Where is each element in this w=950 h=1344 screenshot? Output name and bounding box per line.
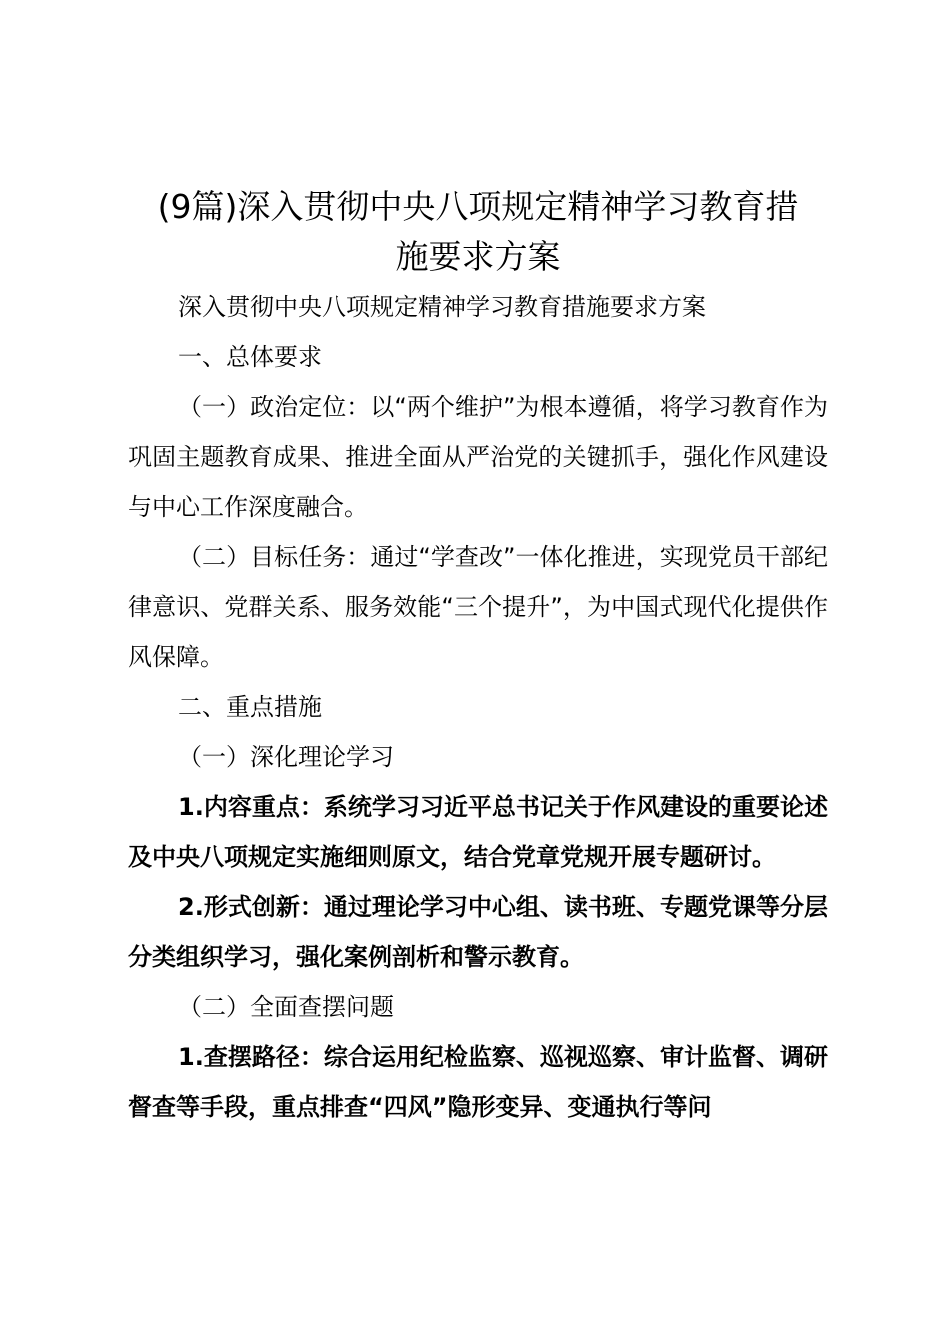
document-title bbox=[128, 182, 828, 282]
paragraph-form-innovation: 2.形式创新：通过理论学习中心组、读书班、专题党课等分层分类组织学习，强化案例剖析和警示教育。 bbox=[128, 893, 828, 971]
paragraph-content-focus: 1.内容重点：系统学习习近平总书记关于作风建设的重要论述及中央八项规定实施细则原文，结合党章党规开展专题研讨。 bbox=[128, 793, 828, 871]
paragraph-check-path: 1.查摆路径：综合运用纪检监察、巡视巡察、审计监督、调研督查等手段，重点排查“四风”隐形变异、变通执行等问 bbox=[128, 1043, 828, 1121]
paragraph-subtitle: 深入贯彻中央八项规定精神学习教育措施要求方案 bbox=[178, 293, 706, 321]
section-heading-key-measures: 二、重点措施 bbox=[178, 693, 322, 721]
paragraph-political-positioning: （一）政治定位：以“两个维护”为根本遵循，将学习教育作为巩固主题教育成果、推进全面从严治党的关键抓手，强化作风建设与中心工作深度融合。 bbox=[128, 393, 828, 521]
subsection-heading-theory-study: （一）深化理论学习 bbox=[178, 743, 394, 771]
subsection-heading-problem-check: （二）全面查摆问题 bbox=[178, 993, 394, 1021]
title-line-1: (9篇)深入贯彻中央八项规定精神学习教育措 bbox=[157, 187, 799, 226]
document-page bbox=[128, 182, 828, 1132]
section-heading-overall-requirements: 一、总体要求 bbox=[178, 343, 322, 371]
title-line-2: 施要求方案 bbox=[395, 237, 561, 276]
paragraph-goals-tasks: （二）目标任务：通过“学查改”一体化推进，实现党员干部纪律意识、党群关系、服务效能“三个提升”，为中国式现代化提供作风保障。 bbox=[128, 543, 828, 671]
document-body bbox=[128, 282, 828, 1132]
